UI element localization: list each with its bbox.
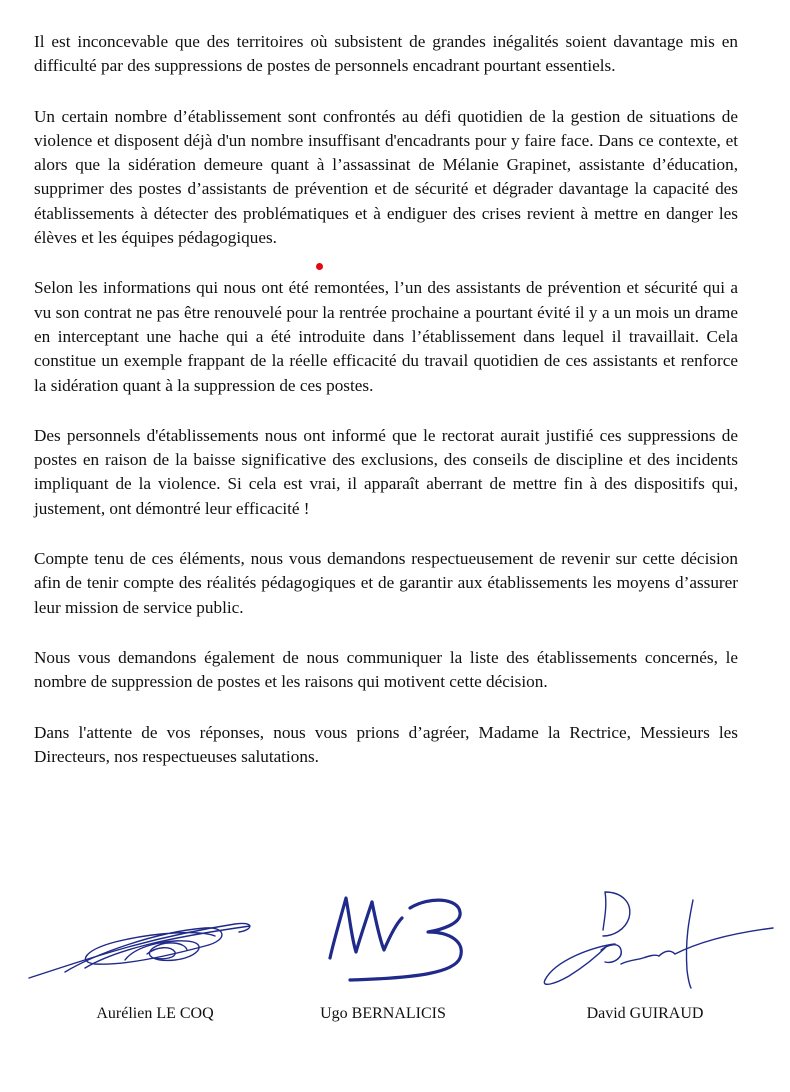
signatory-name-3: David GUIRAUD	[586, 1005, 704, 1022]
paragraph-7: Dans l'attente de vos réponses, nous vous prions d’agréer, Madame la Rectrice, Messieurs les Directeurs, nos respectueuses salutations.	[34, 722, 738, 766]
paragraph-4: Des personnels d'établissements nous ont informé que le rectorat aurait justifié ces suppressions de postes en raison de la baisse significative des exclusions, des conseils de discipline et des incidents impliquant de la violence. Si cela est vrai, il apparaît aberrant de mettre fin à des dispositifs qui, justement, ont démontré leur efficacité !	[34, 425, 738, 518]
paragraph-3: Selon les informations qui nous ont été remontées, l’un des assistants de prévention et sécurité qui a vu son contrat ne pas être renouvelé pour la rentrée prochaine a pourtant évité il y a un mois un drame en interceptant une hache qui a été introduite dans l’établissement dans lequel il travaillait. Cela constitue un exemple frappant de la réelle efficacité du travail quotidien de ces assistants et renforce la sidération quant à la suppression de ces postes.	[34, 278, 738, 395]
paragraph-5: Compte tenu de ces éléments, nous vous demandons respectueusement de revenir sur cette décision afin de tenir compte des réalités pédagogiques et de garantir aux établissements les moyens d’assurer leur mission de service public.	[34, 549, 738, 617]
letter-body	[34, 30, 738, 795]
signatory-name-2: Ugo BERNALICIS	[320, 1005, 446, 1022]
signatory-name-1: Aurélien LE COQ	[96, 1005, 214, 1022]
paragraph-2: Un certain nombre d’établissement sont confrontés au défi quotidien de la gestion de situations de violence et disposent déjà d'un nombre insuffisant d'encadrants pour y faire face. Dans ce contexte, et alors que la sidération demeure quant à l’assassinat de Mélanie Grapinet, assistante d’éducation, supprimer des postes d’assistants de prévention et de sécurité et dégrader davantage la capacité des établissements à détecter des problématiques et à endiguer des crises revient à mettre en danger les élèves et les équipes pédagogiques.	[34, 106, 738, 248]
paragraph-6: Nous vous demandons également de nous communiquer la liste des établissements concernés, le nombre de suppression de postes et les raisons qui motivent cette décision.	[34, 647, 738, 692]
paragraph-1: Il est inconcevable que des territoires où subsistent de grandes inégalités soient davantage mis en difficulté par des suppressions de postes de personnels encadrant pourtant essentiels.	[34, 32, 738, 76]
red-dot-marker	[316, 263, 323, 270]
